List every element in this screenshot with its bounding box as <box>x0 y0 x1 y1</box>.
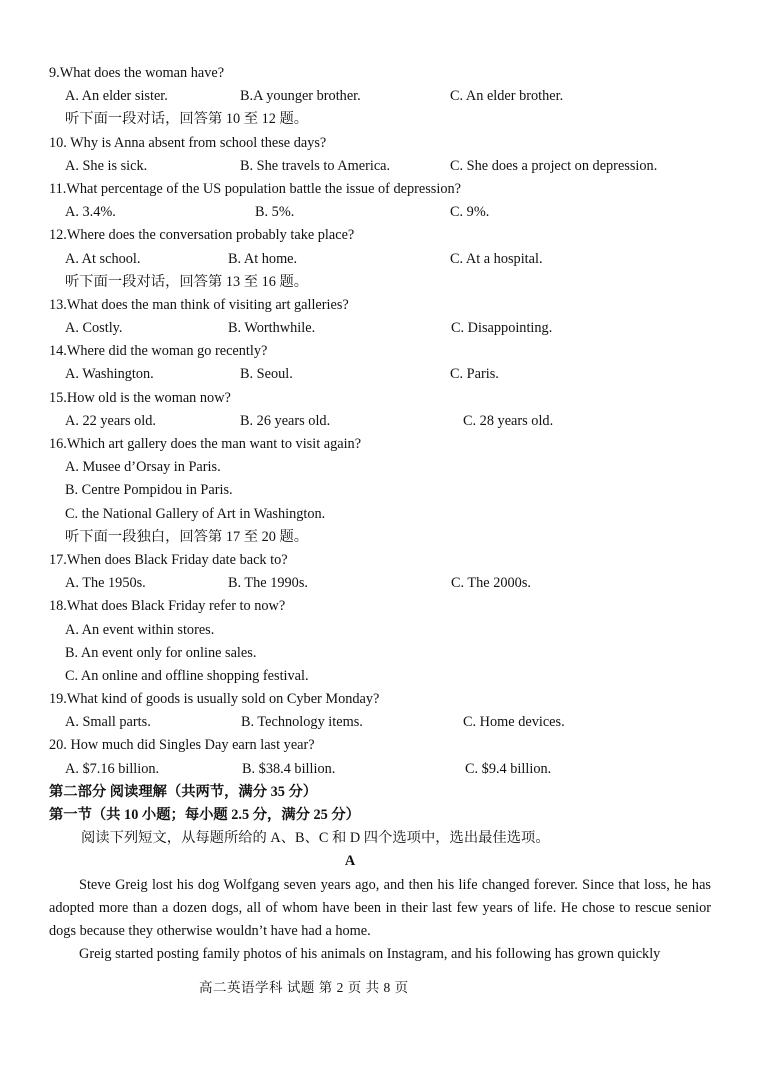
option-b: B. Worthwhile. <box>228 320 316 337</box>
option-a: A. She is sick. <box>65 157 148 174</box>
option-b: B. $38.4 billion. <box>242 760 336 777</box>
option-a: A. Costly. <box>65 320 123 337</box>
question-stem: 15.How old is the woman now? <box>49 389 231 406</box>
option-b: B. The 1990s. <box>228 575 308 592</box>
passage-paragraph-1 <box>0 874 711 944</box>
option-b: B. 26 years old. <box>240 412 331 429</box>
option-row <box>0 711 760 734</box>
section-instruction: 听下面一段独白，回答第 17 至 20 题。 <box>65 528 309 545</box>
listening-questions <box>0 62 760 781</box>
option-a: A. Washington. <box>65 366 154 383</box>
section-instruction: 听下面一段对话，回答第 13 至 16 题。 <box>65 273 309 290</box>
option-row <box>0 201 760 224</box>
option-a: A. 22 years old. <box>65 412 156 429</box>
option-b: B.A younger brother. <box>240 88 361 105</box>
option-a: A. $7.16 billion. <box>65 760 160 777</box>
option-a: A. 3.4%. <box>65 204 116 221</box>
option-c: C. An online and offline shopping festival. <box>65 667 309 684</box>
option-c: C. 9%. <box>450 204 490 221</box>
option-row <box>0 155 760 178</box>
section-instruction: 听下面一段对话，回答第 10 至 12 题。 <box>65 111 309 128</box>
option-c: C. She does a project on depression. <box>450 157 658 174</box>
option-b: B. 5%. <box>255 204 295 221</box>
question-stem: 10. Why is Anna absent from school these days? <box>49 134 327 151</box>
question-stem: 9.What does the woman have? <box>49 65 225 81</box>
question-stem: 12.Where does the conversation probably take place? <box>49 227 355 244</box>
option-a: A. An elder sister. <box>65 88 168 105</box>
option-b: B. An event only for online sales. <box>65 644 257 661</box>
question-stem: 20. How much did Singles Day earn last year? <box>49 737 315 754</box>
option-b: B. She travels to America. <box>240 157 391 174</box>
option-a: A. Musee d’Orsay in Paris. <box>65 459 221 476</box>
option-c: C. An elder brother. <box>450 88 564 105</box>
passage-text-2: Greig started posting family photos of his animals on Instagram, and his following has grown quickly <box>79 946 661 963</box>
exam-page <box>0 62 760 966</box>
question-stem: 16.Which art gallery does the man want to visit again? <box>49 436 362 452</box>
option-c: C. The 2000s. <box>451 575 531 592</box>
question-stem: 18.What does Black Friday refer to now? <box>49 598 286 615</box>
option-b: B. Technology items. <box>241 714 363 731</box>
option-c: C. $9.4 billion. <box>465 760 552 777</box>
passage-text-1: Steve Greig lost his dog Wolfgang seven years ago, and then his life changed forever. Since that loss, he has adopted more than a dozen dogs, all of whom have been in their last few years of life. He chose to rescue senior dogs because they otherwise wouldn’t have had a home. <box>49 876 711 939</box>
option-b: B. Seoul. <box>240 366 293 383</box>
question-stem: 11.What percentage of the US population battle the issue of depression? <box>49 180 461 197</box>
option-c: C. Home devices. <box>463 714 565 731</box>
option-row <box>0 317 760 340</box>
question-stem: 14.Where did the woman go recently? <box>49 343 268 360</box>
option-row <box>0 248 760 271</box>
passage-paragraph-2 <box>0 943 711 966</box>
option-a: A. Small parts. <box>65 714 151 731</box>
option-a: A. The 1950s. <box>65 575 146 592</box>
section1-title: 第一节（共 10 小题；每小题 2.5 分，满分 25 分） <box>49 807 360 823</box>
option-row <box>0 410 760 433</box>
option-b: B. At home. <box>228 250 298 267</box>
page-footer: 高二英语学科 试题 第 2 页 共 8 页 <box>199 980 409 995</box>
question-stem: 13.What does the man think of visiting art galleries? <box>49 296 349 313</box>
option-c: C. At a hospital. <box>450 250 543 267</box>
option-row <box>0 572 760 595</box>
option-row <box>0 363 760 386</box>
reading-instruction: 阅读下列短文，从每题所给的 A、B、C 和 D 四个选项中，选出最佳选项。 <box>81 830 550 847</box>
option-c: C. Paris. <box>450 366 499 383</box>
option-row <box>0 85 760 108</box>
option-c: C. Disappointing. <box>451 320 553 337</box>
question-stem: 19.What kind of goods is usually sold on Cyber Monday? <box>49 691 380 708</box>
option-c: C. the National Gallery of Art in Washington. <box>65 505 326 522</box>
question-stem: 17.When does Black Friday date back to? <box>49 551 288 568</box>
option-b: B. Centre Pompidou in Paris. <box>65 482 233 499</box>
option-a: A. At school. <box>65 250 141 267</box>
option-row <box>0 758 760 781</box>
passage-label: A <box>344 853 356 870</box>
option-c: C. 28 years old. <box>463 412 554 429</box>
part2-title: 第二部分 阅读理解（共两节，满分 35 分） <box>49 783 318 800</box>
option-a: A. An event within stores. <box>65 621 215 638</box>
